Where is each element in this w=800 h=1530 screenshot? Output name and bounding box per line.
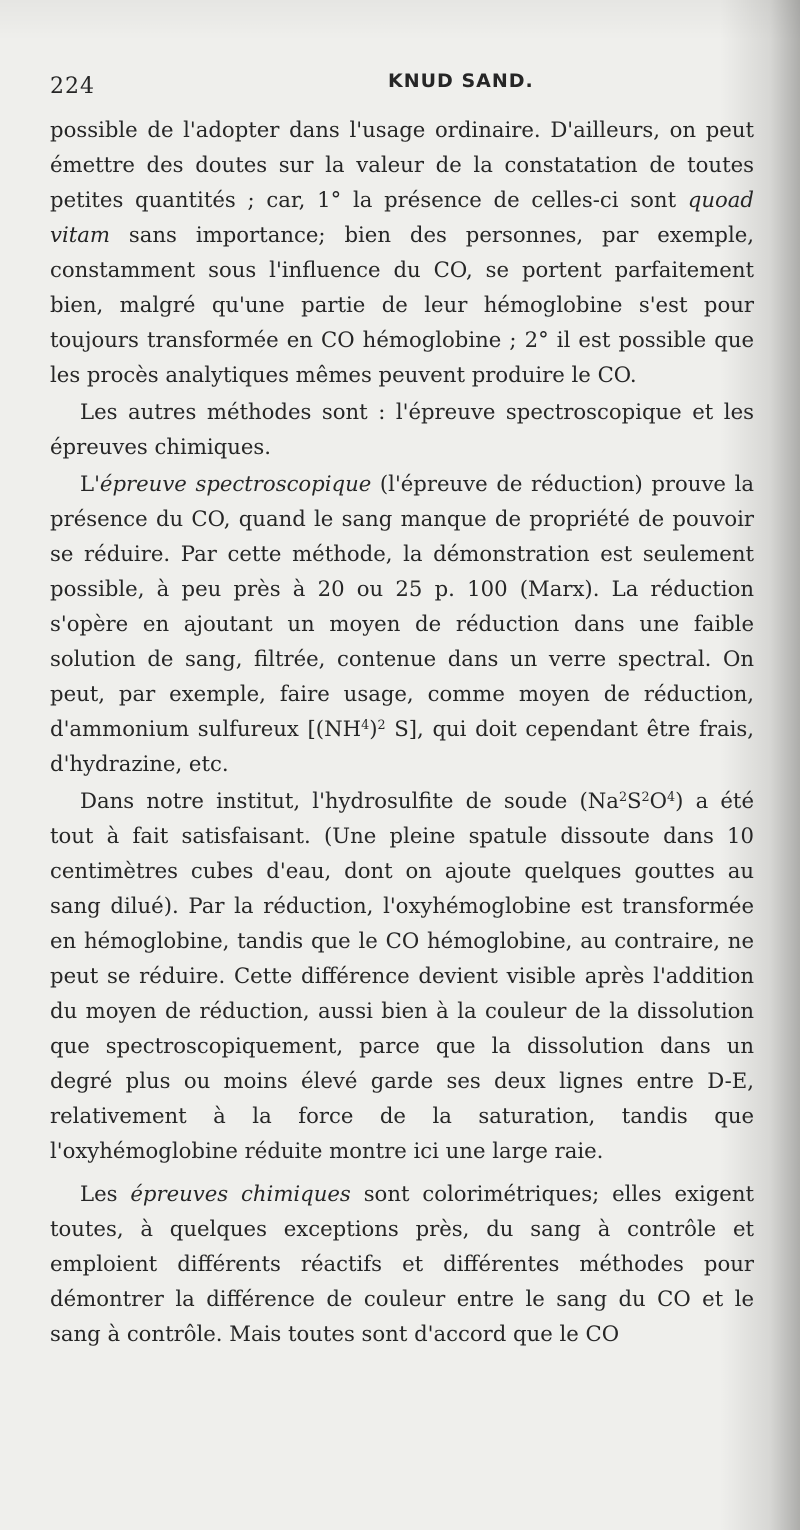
italic-term: épreuve spectroscopique (99, 471, 372, 496)
body-text (50, 112, 754, 1353)
paragraph-3: L'épreuve spectroscopique (l'épreuve de réduction) prouve la présence du CO, quand le sang manque de propriété de pouvoir se réduire. Par cette méthode, la démonstration est seulement possible, à peu près à 20 ou 25 p. 100 (Marx). La réduction s'opère en ajoutant un moyen de réduction dans une faible solution de sang, filtrée, contenue dans un verre spectral. On peut, par exemple, faire usage, comme moyen de réduction, d'ammonium sulfureux [$(NH^4)^2$ S], qui doit cependant être frais, d'hydrazine, etc. (50, 471, 755, 776)
page-number: 224 (50, 74, 95, 99)
page-header (50, 66, 750, 102)
paragraph-2: Les autres méthodes sont : l'épreuve spectroscopique et les épreuves chimiques. (50, 399, 754, 459)
italic-term: quoad vitam (50, 187, 754, 247)
paragraph-4: Dans notre institut, l'hydrosulfite de soude $(Na^2S^2O^4)$ a été tout à fait satisfaisant. (Une pleine spatule dissoute dans 10 centimètres cubes d'eau, dont on ajoute quelques gouttes au sang dilué). Par la réduction, l'oxyhémoglobine est transformée en hémoglobine, tandis que le CO hémoglobine, au contraire, ne peut se réduire. Cette différence devient visible après l'addition du moyen de réduction, aussi bien à la couleur de la dissolution que spectroscopiquement, parce que la dissolution dans un degré plus ou moins élevé garde ses deux lignes entre D-E, relativement à la force de la saturation, tandis que l'oxyhémoglobine réduite montre ici une large raie. (50, 788, 754, 1163)
paragraph-1: possible de l'adopter dans l'usage ordinaire. D'ailleurs, on peut émettre des doutes sur la valeur de la constatation de toutes petites quantités ; car, 1° la présence de celles-ci sont quoad vitam sans importance; bien des personnes, par exemple, constamment sous l'influence du CO, se portent parfaitement bien, malgré qu'une partie de leur hémoglobine s'est pour toujours transformée en CO hémoglobine ; 2° il est possible que les procès analytiques mêmes peuvent produire le CO. (50, 117, 754, 387)
italic-term: épreuves chimiques (130, 1181, 351, 1206)
paragraph-5: Les épreuves chimiques sont colorimétriques; elles exigent toutes, à quelques exceptions près, du sang à contrôle et emploient différents réactifs et différentes méthodes pour démontrer la différence de couleur entre le sang du CO et le sang à contrôle. Mais toutes sont d'accord que le CO (50, 1181, 754, 1346)
running-head: KNUD SAND. (388, 70, 534, 92)
